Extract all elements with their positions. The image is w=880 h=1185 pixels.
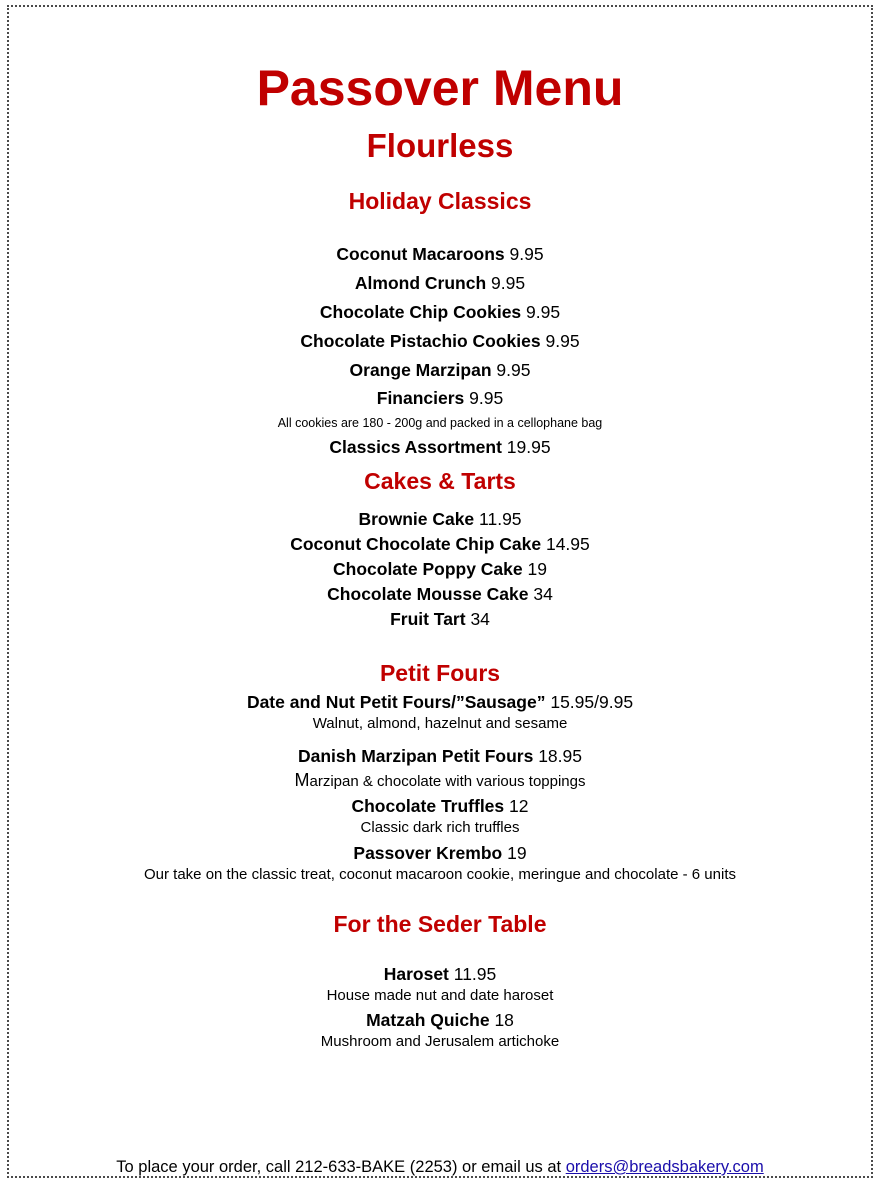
menu-item	[0, 436, 880, 458]
item-description	[0, 771, 880, 791]
item-name: Classics Assortment	[329, 437, 502, 457]
item-name: Chocolate Pistachio Cookies	[300, 331, 541, 351]
item-name: Date and Nut Petit Fours/”Sausage”	[246, 692, 546, 712]
item-price: 15.95/9.95	[550, 692, 634, 712]
item-description: Our take on the classic treat, coconut macaroon cookie, meringue and chocolate - 6 units	[144, 866, 736, 883]
footer-text: To place your order, call 212-633-BAKE (2253) or email us at	[116, 1158, 566, 1176]
description-initial: M	[294, 770, 310, 790]
menu-item	[0, 745, 880, 767]
item-price: 11.95	[453, 964, 497, 984]
item-price: 11.95	[479, 509, 522, 529]
item-price: 18.95	[538, 746, 582, 766]
item-price: 34	[470, 609, 490, 629]
section-heading-holiday-classics: Holiday Classics	[348, 188, 532, 214]
item-name: Matzah Quiche	[366, 1010, 490, 1030]
menu-item	[0, 243, 880, 265]
menu-item	[0, 583, 880, 605]
item-price: 9.95	[491, 273, 526, 293]
menu-item	[0, 842, 880, 864]
item-name: Chocolate Poppy Cake	[333, 559, 523, 579]
item-description: Mushroom and Jerusalem artichoke	[320, 1033, 560, 1050]
item-price: 14.95	[545, 534, 590, 554]
menu-item	[0, 795, 880, 817]
menu-item	[0, 963, 880, 985]
section-heading-cakes-tarts: Cakes & Tarts	[364, 468, 516, 494]
menu-item	[0, 533, 880, 555]
menu-item	[0, 508, 880, 530]
description-rest: arzipan & chocolate with various toppings	[309, 773, 586, 790]
item-description: Walnut, almond, hazelnut and sesame	[312, 715, 568, 732]
item-price: 9.95	[509, 244, 544, 264]
item-name: Financiers	[376, 388, 465, 408]
item-name: Haroset	[383, 964, 449, 984]
item-description: House made nut and date haroset	[326, 987, 554, 1004]
item-price: 19	[507, 843, 527, 863]
menu-item	[0, 359, 880, 381]
menu-item	[0, 272, 880, 294]
email-link[interactable]: orders@breadsbakery.com	[565, 1158, 764, 1176]
item-price: 9.95	[545, 331, 580, 351]
page-subtitle: Flourless	[366, 127, 514, 164]
item-name: Orange Marzipan	[349, 360, 492, 380]
cookies-note: All cookies are 180 - 200g and packed in a cellophane bag	[277, 416, 603, 430]
item-price: 34	[533, 584, 553, 604]
item-price: 12	[509, 796, 529, 816]
menu-item	[0, 1009, 880, 1031]
section-heading-seder-table: For the Seder Table	[333, 911, 547, 937]
item-description: Classic dark rich truffles	[360, 819, 520, 836]
menu-item	[0, 330, 880, 352]
item-name: Chocolate Chip Cookies	[319, 302, 522, 322]
item-name: Passover Krembo	[353, 843, 503, 863]
item-price: 9.95	[496, 360, 531, 380]
menu-item	[0, 558, 880, 580]
item-name: Almond Crunch	[354, 273, 487, 293]
menu-item	[0, 691, 880, 713]
item-price: 19.95	[506, 437, 551, 457]
item-price: 18	[494, 1010, 514, 1030]
menu-item	[0, 387, 880, 409]
menu-item	[0, 608, 880, 630]
item-price: 19	[527, 559, 547, 579]
item-name: Coconut Macaroons	[336, 244, 505, 264]
item-price: 9.95	[469, 388, 504, 408]
item-name: Danish Marzipan Petit Fours	[298, 746, 534, 766]
item-name: Coconut Chocolate Chip Cake	[290, 534, 542, 554]
page-title: Passover Menu	[256, 60, 624, 116]
item-name: Chocolate Truffles	[351, 796, 505, 816]
menu-item	[0, 301, 880, 323]
item-name: Brownie Cake	[358, 509, 475, 529]
section-heading-petit-fours: Petit Fours	[379, 660, 501, 686]
item-price: 9.95	[526, 302, 561, 322]
item-name: Fruit Tart	[390, 609, 466, 629]
item-name: Chocolate Mousse Cake	[327, 584, 529, 604]
order-footer	[0, 1156, 880, 1178]
